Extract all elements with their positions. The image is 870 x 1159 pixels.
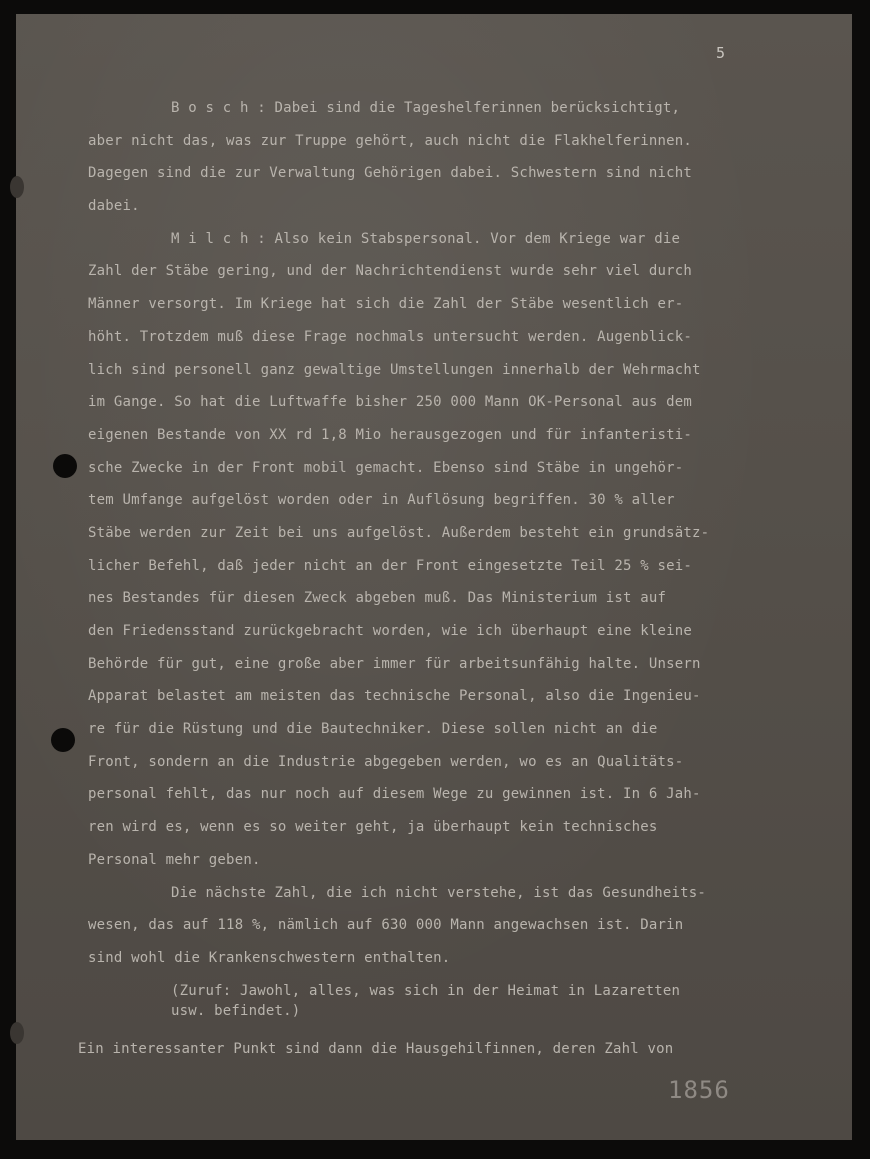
text-line: licher Befehl, daß jeder nicht an der Front eingesetzte Teil 25 % sei- bbox=[88, 557, 693, 574]
text-line: eigenen Bestande von XX rd 1,8 Mio herausgezogen und für infanteristi- bbox=[88, 426, 693, 443]
paper-notch-top bbox=[10, 176, 24, 198]
text-line: im Gange. So hat die Luftwaffe bisher 250 000 Mann OK-Personal aus dem bbox=[88, 394, 693, 411]
text-line: tem Umfange aufgelöst worden oder in Auflösung begriffen. 30 % aller bbox=[88, 492, 675, 509]
text-line: Personal mehr geben. bbox=[88, 851, 261, 868]
text-line: M i l c h : Also kein Stabspersonal. Vor dem Kriege war die bbox=[171, 230, 681, 247]
document-page bbox=[16, 14, 852, 1140]
text-line: Stäbe werden zur Zeit bei uns aufgelöst. Außerdem besteht ein grundsätz- bbox=[88, 524, 710, 541]
text-line: B o s c h : Dabei sind die Tageshelferinnen berücksichtigt, bbox=[171, 100, 681, 116]
page-number: 5 bbox=[716, 44, 726, 62]
punch-hole-lower bbox=[51, 728, 75, 752]
text-line: Männer versorgt. Im Kriege hat sich die Zahl der Stäbe wesentlich er- bbox=[88, 296, 684, 313]
typewritten-body bbox=[78, 92, 798, 1065]
text-line: wesen, das auf 118 %, nämlich auf 630 000 Mann angewachsen ist. Darin bbox=[88, 917, 684, 934]
text-line: höht. Trotzdem muß diese Frage nochmals untersucht werden. Augenblick- bbox=[88, 328, 693, 345]
text-line: Die nächste Zahl, die ich nicht verstehe, ist das Gesundheits- bbox=[171, 884, 706, 901]
text-line: sche Zwecke in der Front mobil gemacht. Ebenso sind Stäbe in ungehör- bbox=[88, 459, 684, 476]
punch-hole-upper bbox=[53, 454, 77, 478]
interjection-line: usw. befindet.) bbox=[171, 1002, 301, 1019]
text-line: Apparat belastet am meisten das technische Personal, also die Ingenieu- bbox=[88, 688, 701, 705]
interjection-line: (Zuruf: Jawohl, alles, was sich in der Heimat in Lazaretten bbox=[171, 982, 681, 999]
text-line: nes Bestandes für diesen Zweck abgeben muß. Das Ministerium ist auf bbox=[88, 590, 667, 607]
text-line: Front, sondern an die Industrie abgegeben werden, wo es an Qualitäts- bbox=[88, 753, 684, 770]
text-line: den Friedensstand zurückgebracht worden, wie ich überhaupt eine kleine bbox=[88, 623, 693, 639]
text-line: personal fehlt, das nur noch auf diesem Wege zu gewinnen ist. In 6 Jah- bbox=[88, 786, 701, 803]
text-line: re für die Rüstung und die Bautechniker. Diese sollen nicht an die bbox=[88, 721, 658, 738]
text-line: Behörde für gut, eine große aber immer für arbeitsunfähig halte. Unsern bbox=[88, 655, 701, 672]
text-line: dabei. bbox=[88, 198, 140, 215]
archive-stamp-number: 1856 bbox=[668, 1076, 730, 1104]
text-line: Dagegen sind die zur Verwaltung Gehörigen dabei. Schwestern sind nicht bbox=[88, 165, 693, 182]
text-line: lich sind personell ganz gewaltige Umstellungen innerhalb der Wehrmacht bbox=[88, 361, 701, 378]
text-line-final: Ein interessanter Punkt sind dann die Hausgehilfinnen, deren Zahl von bbox=[78, 1040, 674, 1057]
text-line: Zahl der Stäbe gering, und der Nachrichtendienst wurde sehr viel durch bbox=[88, 263, 693, 280]
text-line: sind wohl die Krankenschwestern enthalten. bbox=[88, 949, 451, 966]
text-line: aber nicht das, was zur Truppe gehört, auch nicht die Flakhelferinnen. bbox=[88, 132, 693, 149]
paper-notch-bottom bbox=[10, 1022, 24, 1044]
text-line: ren wird es, wenn es so weiter geht, ja überhaupt kein technisches bbox=[88, 819, 658, 836]
